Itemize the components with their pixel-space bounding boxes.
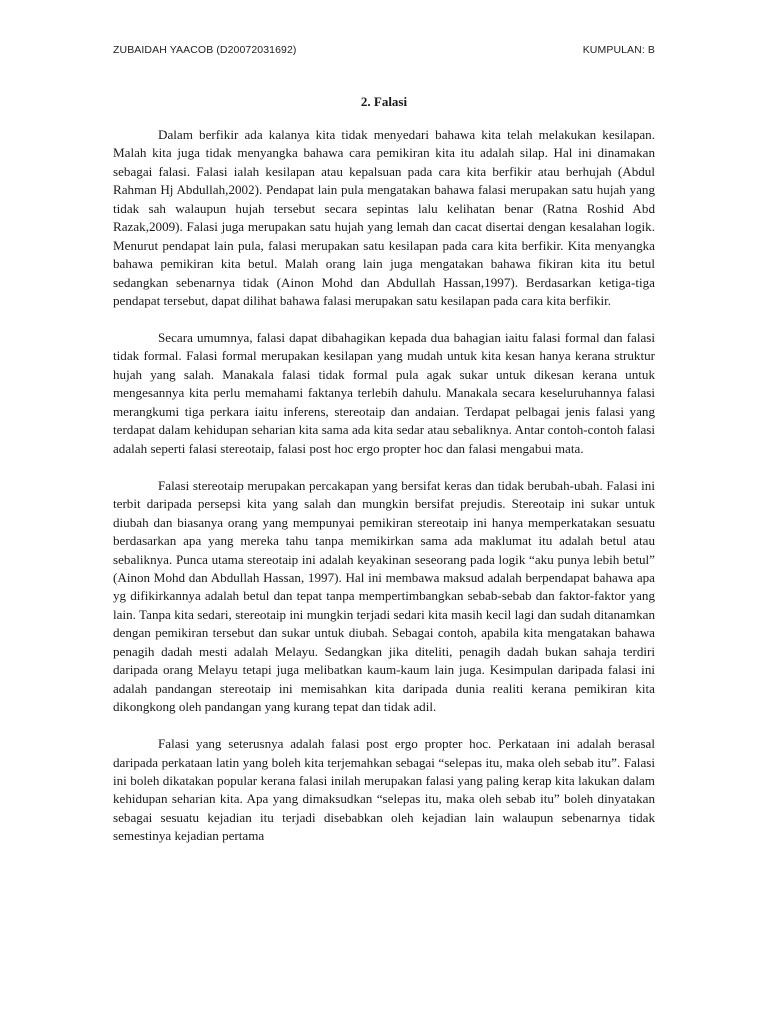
paragraph-3: Falasi stereotaip merupakan percakapan yang bersifat keras dan tidak berubah-ubah. Falasi ini terbit daripada persepsi kita yang salah dan mungkin bersifat prejudis. Stereotaip ini sukar untuk diubah dan biasanya orang yang mempunyai pemikiran stereotaip ini hanya memperkatakan sesuatu berdasarkan apa yang mereka tahu tanpa memikirkan sama ada maklumat itu adalah betul atau sebaliknya. Punca utama stereotaip ini adalah keyakinan seseorang pada logik “aku punya lebih betul” (Ainon Mohd dan Abdullah Hassan, 1997). Hal ini membawa maksud adalah berpendapat bahawa apa yg difikirkannya adalah betul dan tepat tanpa mempertimbangkan sebab-sebab dan faktor-faktor yang lain. Tanpa kita sedari, stereotaip ini mungkin terjadi sedari kita masih kecil lagi dan sudah ditanamkan dengan pemikiran tersebut dan sukar untuk diubah. Sebagai contoh, apabila kita mengatakan bahawa penagih dadah mesti adalah Melayu. Sedangkan jika diteliti, penagih dadah bukan sahaja terdiri daripada orang Melayu tetapi juga melibatkan kaum-kaum lain juga. Kesimpulan daripada falasi ini adalah pandangan stereotaip ini memisahkan kita daripada dunia realiti kerana pemikiran kita dikongkong oleh pandangan yang kurang tepat dan tidak adil. — [113, 477, 655, 715]
paragraph-4: Falasi yang seterusnya adalah falasi post ergo propter hoc. Perkataan ini adalah berasal daripada perkataan latin yang boleh kita terjemahkan sebagai “selepas itu, maka oleh sebab itu”. Falasi ini boleh dikatakan popular kerana falasi inilah merupakan falasi yang paling kerap kita lakukan dalam kehidupan seharian kita. Apa yang dimaksudkan “selepas itu, maka oleh sebab itu” boleh dinyatakan sebagai sesuatu kejadian itu terjadi disebabkan oleh kejadian lain walaupun sebenarnya tidak semestinya kejadian pertama — [113, 736, 655, 844]
group-header: KUMPULAN: B — [582, 44, 655, 56]
author-header: ZUBAIDAH YAACOB (D20072031692) — [113, 44, 297, 56]
paragraph-2: Secara umumnya, falasi dapat dibahagikan kepada dua bahagian iaitu falasi formal dan falasi tidak formal. Falasi formal merupakan kesilapan yang mudah untuk kita kesan hanya kerana struktur hujah yang salah. Manakala falasi tidak formal pula agak sukar untuk dikesan kerana untuk mengesannya kita perlu memahami faktanya terlebih dahulu. Manakala secara keseluruhannya falasi merangkumi tiga perkara iaitu inferens, stereotaip dan andaian. Terdapat pelbagai jenis falasi yang terdapat dalam kehidupan seharian kita sama ada kita sedar atau sebaliknya. Antar contoh-contoh falasi adalah seperti falasi stereotaip, falasi post hoc ergo propter hoc dan falasi mengabui mata. — [113, 330, 655, 456]
paragraph-1: Dalam berfikir ada kalanya kita tidak menyedari bahawa kita telah melakukan kesilapan. Malah kita juga tidak menyangka bahawa cara pemikiran kita itu adalah silap. Hal ini dinamakan sebagai falasi. Falasi ialah kesilapan atau kepalsuan pada cara kita berfikir atau berhujah (Abdul Rahman Hj Abdullah,2002). Pendapat lain pula mengatakan bahawa falasi merupakan satu hujah yang tidak sah walaupun hujah tersebut secara sepintas lalu kelihatan benar (Ratna Roshid Abd Razak,2009). Falasi juga merupakan satu hujah yang lemah dan cacat disertai dengan kesalahan logik. Menurut pendapat lain pula, falasi merupakan satu kesilapan pada cara kita berfikir. Kita menyangka bahawa pemikiran kita betul. Malah orang lain juga mengatakan bahawa fikiran kita itu betul sedangkan sebenarnya tidak (Ainon Mohd dan Abdullah Hassan,1997). Berdasarkan ketiga-tiga pendapat tersebut, dapat dilihat bahawa falasi merupakan satu kesilapan pada cara kita berfikir. — [113, 127, 655, 309]
page-header — [113, 44, 655, 56]
section-title: 2. Falasi — [360, 94, 408, 109]
body-text — [113, 126, 655, 864]
